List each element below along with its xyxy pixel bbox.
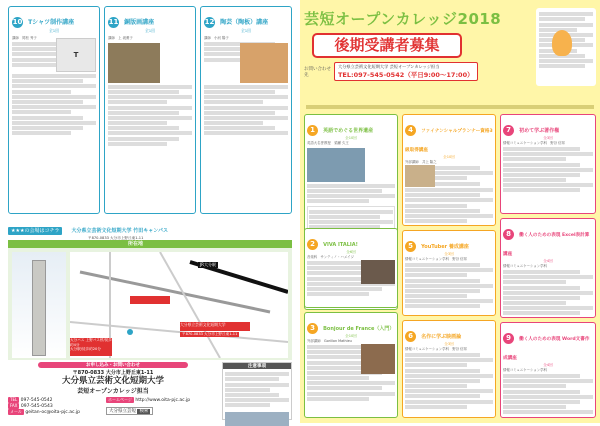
course-session: 全1回 xyxy=(144,28,155,33)
course-card-11 xyxy=(104,6,196,214)
search-button[interactable]: 検索 xyxy=(139,409,149,414)
contact-office: 芸短オープンカレッジ担当 xyxy=(77,388,149,395)
fax-number: 097-545-0543 xyxy=(20,404,53,409)
course-session: 全6回 xyxy=(346,250,356,254)
course-title: 銅版画講座 xyxy=(124,19,155,26)
jr-label: JR大分駅 xyxy=(200,262,216,267)
venue-header: ★★★の会場はコチラ xyxy=(8,227,62,235)
notice-header: 注意事項 xyxy=(223,363,291,369)
brand-title: 芸短オープンカレッジ2018 xyxy=(304,10,502,28)
course-card-2-box xyxy=(304,228,398,308)
hero-subtitle: 後期受講者募集 xyxy=(312,33,462,58)
home-label: ホームページ xyxy=(108,397,132,402)
course-number: 5 xyxy=(405,241,416,252)
print-photo xyxy=(108,43,160,83)
course-session: 全10回 xyxy=(443,155,455,159)
venue-banner xyxy=(8,217,292,239)
course-lecturer: 講師 上 坂薫子 xyxy=(108,36,133,40)
course-number: 7 xyxy=(503,125,514,136)
course-session: 全3回 xyxy=(444,342,454,346)
course-session: 全4回 xyxy=(543,363,553,367)
course-lecturer: 情報コミュニケーション学科 xyxy=(503,264,547,268)
map-section xyxy=(8,240,292,360)
course-session: 全3回 xyxy=(543,136,553,140)
course-card-5 xyxy=(402,230,496,316)
course-card-10 xyxy=(8,6,100,214)
course-number: 4 xyxy=(405,125,416,136)
course-lecturer: 情報コミュニケーション学科 xyxy=(503,368,547,372)
course-session: 全1回 xyxy=(48,28,59,33)
mascot-icon xyxy=(552,30,572,56)
course-number: 1 xyxy=(307,125,318,136)
tower-photo xyxy=(12,252,66,358)
course-lecturer: 外部講師 Gorillon Mathieu xyxy=(307,339,352,343)
course-session: 全4回 xyxy=(543,259,553,263)
fp-photo xyxy=(405,165,435,187)
course-number: 6 xyxy=(405,331,416,342)
course-number: 2 xyxy=(307,239,318,250)
course-card-8 xyxy=(500,218,596,318)
tel-label: TEL xyxy=(10,397,18,402)
course-title: 名作に学ぶ映画論 xyxy=(421,334,462,340)
course-title: 初めて学ぶ著作権 xyxy=(519,128,560,134)
course-title: 働く人のための表現 Word文書作成講座 xyxy=(503,337,590,361)
venue-name: 大分県立芸術文化短期大学 竹田キャンパス xyxy=(71,228,168,234)
campus-photo xyxy=(225,412,289,426)
course-card-12 xyxy=(200,6,292,214)
course-lecturer: 講師 小河 陽子 xyxy=(204,36,229,40)
tel-number[interactable]: 097-545-0542 xyxy=(20,398,53,403)
heritage-photo xyxy=(307,148,365,182)
venue-address: 〒870-0833 大分市上野丘東1-11 xyxy=(88,236,144,240)
hero-school-line: 大分県立芸術文化短期大学 芸短オープンカレッジ担当 xyxy=(338,64,440,69)
course-number: 11 xyxy=(108,18,119,26)
france-photo xyxy=(361,344,395,374)
notice-block xyxy=(222,362,292,420)
course-session: 全10回 xyxy=(345,136,357,140)
course-number: 10 xyxy=(12,18,23,26)
course-lecturer: 情報コミュニケーション学科 野谷 信邦 xyxy=(405,257,467,261)
contact-header: お申し込み・お問い合わせ xyxy=(38,362,188,368)
course-lecturer: 英語大名誉教授 梁瀬 久王 xyxy=(307,141,349,145)
course-lecturer: 講師 岡松 秀子 xyxy=(12,36,37,40)
map-zip: 〒870-0833 大分市上野丘東1-11 xyxy=(182,332,238,336)
course-title: 陶芸（陶板）講座 xyxy=(220,19,269,26)
inquiry-label: お問い合わせ先 xyxy=(304,66,331,78)
contact-zip: 〒870-0833 大分市上野丘東1-11 xyxy=(72,370,154,376)
course-card-4 xyxy=(402,114,496,226)
course-title: VIVA ITALIA! xyxy=(323,242,358,248)
course-title: YouTuber 養成講座 xyxy=(421,244,469,250)
contact-block xyxy=(8,362,218,420)
course-lecturer: 情報コミュニケーション学科 野谷 信邦 xyxy=(405,347,467,351)
campus-label: 大分県立芸術文化短期大学 xyxy=(180,322,226,327)
search-text: 大分県立芸短 xyxy=(109,409,136,414)
course-session: 全10回 xyxy=(345,334,357,338)
home-url[interactable]: http://www.oita-pjc.ac.jp xyxy=(135,398,191,403)
description-strip xyxy=(304,103,596,113)
fax-label: FAX xyxy=(10,403,18,408)
course-lecturer: 外部講師 井上 隆之 xyxy=(405,160,437,164)
access-text: 大分バス 上野バス停/徒歩約4分 大分駅/徒歩約20分 xyxy=(70,338,112,351)
course-session: 全3回 xyxy=(444,252,454,256)
course-title: 英語でめぐる世界遺産 xyxy=(323,128,374,134)
tshirt-photo: T xyxy=(56,38,96,72)
contact-school: 大分県立芸術文化短期大学 xyxy=(61,376,164,386)
course-card-3 xyxy=(304,312,398,418)
course-title: 働く人のための表現 Excel表計算講座 xyxy=(503,233,590,257)
course-lecturer: 音楽科 サンティノ・ハメイジ xyxy=(307,255,354,259)
course-title: ファイナンシャルプランナー資格3級取得講座 xyxy=(405,129,493,153)
course-title: Bonjour de France（入門） xyxy=(323,326,395,332)
mail-address[interactable]: geitan-oc@oita-pjc.ac.jp xyxy=(25,410,80,415)
mail-label: メール xyxy=(10,409,22,414)
course-card-6 xyxy=(402,320,496,418)
course-title: Tシャツ制作講座 xyxy=(28,19,75,26)
course-number: 3 xyxy=(307,323,318,334)
course-number: 8 xyxy=(503,229,514,240)
course-number: 9 xyxy=(503,333,514,344)
pottery-photo xyxy=(240,43,288,83)
hero-tel[interactable]: TEL:097-545-0542（平日9:00〜17:00） xyxy=(338,71,474,79)
course-number: 12 xyxy=(204,18,215,26)
hero xyxy=(304,8,534,100)
italy-photo xyxy=(361,260,395,284)
course-card-9 xyxy=(500,322,596,418)
course-session: 全1回 xyxy=(240,28,251,33)
course-lecturer: 情報コミュニケーション学科 野谷 信邦 xyxy=(503,141,565,145)
course-card-7 xyxy=(500,114,596,214)
map-title: 所在地 xyxy=(128,241,144,247)
